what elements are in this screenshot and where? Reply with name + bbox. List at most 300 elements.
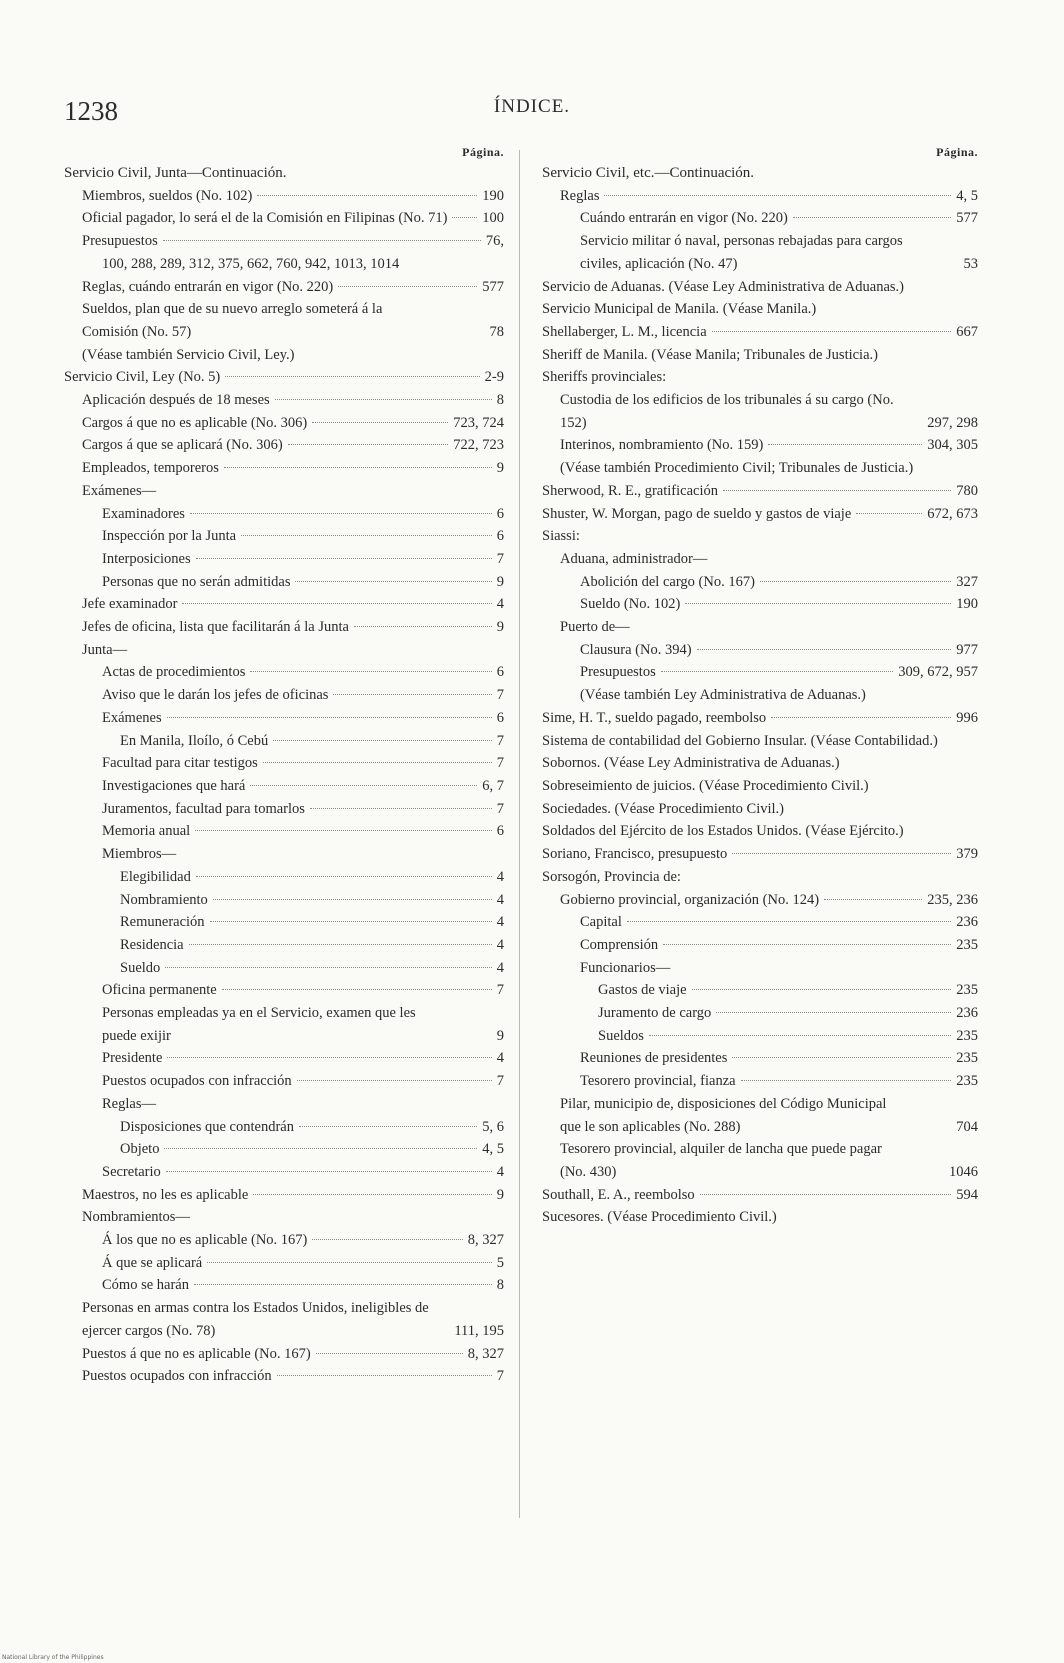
entry-text: Secretario — [102, 1163, 161, 1180]
entry-text: Actas de procedimientos — [102, 664, 246, 681]
dot-leader — [288, 444, 449, 445]
dot-leader — [241, 535, 492, 536]
index-entry — [542, 1138, 978, 1183]
entry-text: Servicio Civil, Junta—Continuación. — [64, 165, 287, 181]
entry-page: 4, 5 — [956, 187, 978, 204]
dot-leader — [712, 331, 952, 332]
entry-page: 6 — [496, 709, 504, 726]
dot-leader — [732, 1057, 951, 1058]
entry-text: Shellaberger, L. M., licencia — [542, 323, 707, 340]
entry-text: Objeto — [120, 1141, 160, 1158]
index-entry — [542, 525, 978, 548]
entry-text: Reuniones de presidentes — [580, 1050, 728, 1067]
entry-text: Servicio Municipal de Manila. (Véase Manila.) — [542, 301, 817, 318]
index-entry — [542, 775, 978, 798]
dot-leader — [692, 989, 952, 990]
dot-leader — [195, 830, 492, 831]
index-entry — [542, 843, 978, 866]
entry-text: Siassi: — [542, 528, 580, 545]
entry-text: Servicio de Aduanas. (Véase Ley Administrativa de Aduanas.) — [542, 278, 904, 295]
entry-text: Servicio Civil, etc.—Continuación. — [542, 165, 755, 181]
library-credit: National Library of the Philippines — [2, 1654, 104, 1661]
entry-page: 6 — [496, 528, 504, 545]
dot-leader — [663, 944, 951, 945]
entry-page: 7 — [496, 732, 504, 749]
entry-page: 4 — [496, 891, 504, 908]
index-entry — [64, 1002, 504, 1047]
entry-text: Jefes de oficina, lista que facilitarán á la Junta — [82, 619, 349, 636]
index-entry — [542, 889, 978, 912]
entry-page: 1046 — [949, 1163, 978, 1180]
index-entry — [542, 548, 978, 571]
index-entry — [64, 1047, 504, 1070]
entry-page: 4 — [496, 914, 504, 931]
entry-text: Sueldo — [120, 959, 161, 976]
entry-page: 9 — [496, 619, 504, 636]
dot-leader — [207, 1262, 492, 1263]
entry-text: Custodia de los edificios de los tribunales á su cargo (No. 152) — [560, 392, 894, 431]
index-entry — [542, 344, 978, 367]
index-entry — [542, 276, 978, 299]
entry-page: 6 — [496, 823, 504, 840]
dot-leader — [338, 286, 477, 287]
entry-text: Abolición del cargo (No. 167) — [580, 573, 755, 590]
dot-leader — [210, 921, 492, 922]
entry-page: 309, 672, 957 — [898, 664, 978, 681]
pagina-label: Página. — [936, 145, 978, 159]
entry-text: Miembros— — [102, 846, 177, 863]
entry-page: 327 — [956, 573, 978, 590]
entry-text: Cargos á que se aplicará (No. 306) — [82, 437, 283, 454]
index-entry — [64, 253, 504, 276]
entry-page: 704 — [956, 1118, 978, 1135]
index-entry — [542, 207, 978, 230]
entry-text: Interinos, nombramiento (No. 159) — [560, 437, 764, 454]
index-entry — [64, 389, 504, 412]
entry-text: Á los que no es aplicable (No. 167) — [102, 1232, 308, 1249]
entry-text: Sorsogón, Provincia de: — [542, 868, 681, 885]
entry-text: Jefe examinador — [82, 596, 178, 613]
entry-text: Personas en armas contra los Estados Unidos, ineligibles de ejercer cargos (No. 78) — [82, 1300, 429, 1339]
entry-text: Sherwood, R. E., gratificación — [542, 482, 718, 499]
index-entry — [542, 866, 978, 889]
dot-leader — [723, 490, 951, 491]
entry-page: 236 — [956, 1005, 978, 1022]
index-entry — [64, 843, 504, 866]
index-entry — [64, 730, 504, 753]
entry-page: 235 — [956, 982, 978, 999]
index-entry — [64, 616, 504, 639]
entry-text: Tesorero provincial, alquiler de lancha que puede pagar (No. 430) — [560, 1141, 882, 1180]
dot-leader — [604, 195, 951, 196]
dot-leader — [164, 1148, 477, 1149]
index-entry — [542, 593, 978, 616]
index-entry — [64, 979, 504, 1002]
entry-text: Sueldo (No. 102) — [580, 596, 681, 613]
dot-leader — [661, 671, 894, 672]
index-entry — [542, 298, 978, 321]
entry-page: 4 — [496, 868, 504, 885]
entry-text: Sobreseimiento de juicios. (Véase Procedimiento Civil.) — [542, 777, 869, 794]
index-entry — [64, 957, 504, 980]
entry-text: Aduana, administrador— — [560, 550, 708, 567]
index-entry — [64, 1229, 504, 1252]
entry-text: Presidente — [102, 1050, 163, 1067]
dot-leader — [685, 603, 951, 604]
index-entry — [64, 230, 504, 253]
entry-text: Gobierno provincial, organización (No. 124) — [560, 891, 820, 908]
entry-page: 78 — [489, 323, 504, 340]
dot-leader — [856, 513, 922, 514]
entry-page: 577 — [482, 278, 504, 295]
index-entry — [64, 185, 504, 208]
dot-leader — [793, 217, 951, 218]
dot-leader — [182, 603, 491, 604]
dot-leader — [277, 1375, 492, 1376]
entry-page: 5, 6 — [482, 1118, 504, 1135]
entry-text: Cargos á que no es aplicable (No. 306) — [82, 414, 308, 431]
page-title: ÍNDICE. — [493, 96, 571, 117]
entry-page: 235 — [956, 1073, 978, 1090]
dot-leader — [167, 717, 492, 718]
entry-text: Sheriffs provinciales: — [542, 369, 667, 386]
entry-page: 6, 7 — [482, 777, 504, 794]
dot-leader — [257, 195, 477, 196]
dot-leader — [627, 921, 951, 922]
page-number: 1238 — [64, 96, 118, 126]
index-entry — [64, 752, 504, 775]
index-entry — [542, 162, 978, 185]
index-entry — [64, 661, 504, 684]
entry-page: 4 — [496, 936, 504, 953]
dot-leader — [741, 1080, 952, 1081]
entry-page: 111, 195 — [454, 1322, 504, 1339]
dot-leader — [732, 853, 951, 854]
entry-text: Puerto de— — [560, 619, 630, 636]
entry-text: Reglas, cuándo entrarán en vigor (No. 220) — [82, 278, 334, 295]
entry-text: Comprensión — [580, 936, 659, 953]
entry-page: 7 — [496, 550, 504, 567]
entry-page: 2-9 — [484, 369, 504, 386]
index-entry — [542, 798, 978, 821]
column-divider — [519, 150, 520, 1518]
dot-leader — [225, 376, 479, 377]
index-entry — [64, 1297, 504, 1342]
index-entry — [64, 639, 504, 662]
entry-page: 235, 236 — [927, 891, 978, 908]
index-entry — [542, 1070, 978, 1093]
entry-page: 100 — [482, 210, 504, 227]
entry-page: 9 — [496, 573, 504, 590]
index-entry — [64, 684, 504, 707]
entry-page: 6 — [496, 505, 504, 522]
dot-leader — [771, 717, 951, 718]
entry-page: 297, 298 — [927, 414, 978, 431]
dot-leader — [163, 240, 481, 241]
dot-leader — [196, 558, 492, 559]
index-entry — [64, 889, 504, 912]
index-entry — [64, 1138, 504, 1161]
dot-leader — [222, 989, 492, 990]
index-entry — [542, 616, 978, 639]
entry-text: Exámenes — [102, 709, 162, 726]
index-entry — [542, 934, 978, 957]
index-entry — [64, 1161, 504, 1184]
entry-page: 780 — [956, 482, 978, 499]
entry-text: Examinadores — [102, 505, 185, 522]
entry-page: 236 — [956, 914, 978, 931]
index-entry — [542, 639, 978, 662]
index-entry — [64, 1343, 504, 1366]
dot-leader — [213, 899, 492, 900]
index-entry — [542, 979, 978, 1002]
entry-page: 190 — [482, 187, 504, 204]
entry-text: Reglas— — [102, 1095, 156, 1112]
entry-page: 4 — [496, 959, 504, 976]
index-entry — [64, 707, 504, 730]
index-entry — [64, 1184, 504, 1207]
index-entry — [542, 571, 978, 594]
index-entry — [542, 1206, 978, 1229]
index-entry — [542, 1047, 978, 1070]
dot-leader — [452, 217, 477, 218]
entry-text: Puestos á que no es aplicable (No. 167) — [82, 1345, 311, 1362]
index-entry — [542, 321, 978, 344]
index-entry — [64, 457, 504, 480]
index-entry — [64, 593, 504, 616]
entry-text: (Véase también Procedimiento Civil; Tribunales de Justicia.) — [560, 460, 914, 477]
index-entry — [542, 820, 978, 843]
entry-text: Servicio militar ó naval, personas rebajadas para cargos civiles, aplicación (No. 47) — [580, 233, 903, 272]
index-entry — [542, 730, 978, 753]
entry-text: Nombramientos— — [82, 1209, 190, 1226]
index-entry — [64, 207, 504, 230]
dot-leader — [299, 1126, 477, 1127]
entry-text: En Manila, Iloílo, ó Cebú — [120, 732, 269, 749]
dot-leader — [316, 1353, 463, 1354]
entry-text: Sueldos, plan que de su nuevo arreglo someterá á la Comisión (No. 57) — [82, 301, 383, 340]
entry-page: 9 — [496, 1186, 504, 1203]
index-column-right — [542, 142, 978, 1229]
index-column-left — [64, 142, 504, 1388]
entry-text: Junta— — [82, 641, 128, 658]
entry-page: 9 — [496, 460, 504, 477]
entry-text: Exámenes— — [82, 482, 157, 499]
entry-text: (Véase también Servicio Civil, Ley.) — [82, 346, 295, 363]
index-entry — [64, 571, 504, 594]
entry-text: Sistema de contabilidad del Gobierno Insular. (Véase Contabilidad.) — [542, 732, 938, 749]
dot-leader — [295, 581, 491, 582]
index-entry — [64, 1365, 504, 1388]
index-entry — [542, 707, 978, 730]
entry-text: Investigaciones que hará — [102, 777, 246, 794]
index-entry — [542, 911, 978, 934]
index-entry — [542, 366, 978, 389]
entry-text: Aplicación después de 18 meses — [82, 392, 270, 409]
index-entry — [64, 1274, 504, 1297]
index-entry — [64, 412, 504, 435]
index-entry — [64, 548, 504, 571]
entry-page: 235 — [956, 936, 978, 953]
index-entry — [64, 298, 504, 343]
entry-page: 672, 673 — [927, 505, 978, 522]
dot-leader — [166, 1171, 492, 1172]
entry-text: Sucesores. (Véase Procedimiento Civil.) — [542, 1209, 777, 1226]
index-entry — [64, 911, 504, 934]
dot-leader — [165, 967, 491, 968]
entry-text: Tesorero provincial, fianza — [580, 1073, 736, 1090]
index-entry — [542, 503, 978, 526]
entry-page: 4 — [496, 1050, 504, 1067]
dot-leader — [273, 740, 492, 741]
entry-text: Elegibilidad — [120, 868, 191, 885]
index-entry — [64, 1070, 504, 1093]
index-entry — [542, 185, 978, 208]
entry-page: 996 — [956, 709, 978, 726]
entry-text: Nombramiento — [120, 891, 208, 908]
dot-leader — [190, 513, 492, 514]
dot-leader — [716, 1012, 951, 1013]
index-entry — [64, 866, 504, 889]
index-entry — [542, 434, 978, 457]
entry-page: 7 — [496, 1073, 504, 1090]
entry-text: Cuándo entrarán en vigor (No. 220) — [580, 210, 788, 227]
dot-leader — [194, 1284, 492, 1285]
dot-leader — [310, 808, 492, 809]
entry-text: (Véase también Ley Administrativa de Aduanas.) — [580, 687, 866, 704]
entry-text: Sueldos — [598, 1027, 644, 1044]
entry-text: Remuneración — [120, 914, 205, 931]
entry-text: 100, 288, 289, 312, 375, 662, 760, 942, 1013, 1014 — [102, 255, 400, 272]
entry-page: 8 — [496, 1277, 504, 1294]
entry-text: Soriano, Francisco, presupuesto — [542, 846, 728, 863]
index-entry — [542, 1002, 978, 1025]
dot-leader — [768, 444, 922, 445]
entry-list — [64, 162, 504, 1388]
entry-text: Clausura (No. 394) — [580, 641, 692, 658]
index-entry — [64, 1252, 504, 1275]
entry-text: Maestros, no les es aplicable — [82, 1186, 249, 1203]
entry-text: Disposiciones que contendrán — [120, 1118, 294, 1135]
entry-list — [542, 162, 978, 1229]
index-entry — [542, 389, 978, 434]
index-entry — [64, 934, 504, 957]
entry-text: Personas que no serán admitidas — [102, 573, 291, 590]
dot-leader — [297, 1080, 492, 1081]
entry-text: Aviso que le darán los jefes de oficinas — [102, 687, 329, 704]
entry-text: Oficial pagador, lo será el de la Comisión en Filipinas (No. 71) — [82, 210, 448, 227]
entry-text: Juramento de cargo — [598, 1005, 712, 1022]
index-entry — [64, 162, 504, 185]
entry-text: Inspección por la Junta — [102, 528, 237, 545]
dot-leader — [224, 467, 492, 468]
entry-page: 304, 305 — [927, 437, 978, 454]
entry-page: 667 — [956, 323, 978, 340]
index-entry — [64, 525, 504, 548]
entry-text: Interposiciones — [102, 550, 191, 567]
entry-text: Empleados, temporeros — [82, 460, 219, 477]
entry-text: Cómo se harán — [102, 1277, 189, 1294]
index-entry — [542, 1093, 978, 1138]
entry-page: 8 — [496, 392, 504, 409]
entry-text: Puestos ocupados con infracción — [102, 1073, 292, 1090]
dot-leader — [189, 944, 492, 945]
entry-page: 594 — [956, 1186, 978, 1203]
entry-page: 379 — [956, 846, 978, 863]
entry-page: 7 — [496, 1368, 504, 1385]
entry-page: 5 — [496, 1254, 504, 1271]
pagina-label: Página. — [462, 145, 504, 159]
entry-page: 53 — [963, 255, 978, 272]
entry-text: Capital — [580, 914, 622, 931]
index-entry — [542, 1184, 978, 1207]
entry-page: 6 — [496, 664, 504, 681]
entry-page: 7 — [496, 755, 504, 772]
entry-text: Sobornos. (Véase Ley Administrativa de Aduanas.) — [542, 755, 840, 772]
entry-page: 7 — [496, 687, 504, 704]
index-entry — [542, 752, 978, 775]
entry-page: 4 — [496, 1163, 504, 1180]
entry-text: Presupuestos — [82, 233, 158, 250]
entry-page: 577 — [956, 210, 978, 227]
entry-page: 4, 5 — [482, 1141, 504, 1158]
dot-leader — [196, 876, 492, 877]
entry-text: Puestos ocupados con infracción — [82, 1368, 272, 1385]
entry-text: Servicio Civil, Ley (No. 5) — [64, 369, 221, 386]
entry-text: Residencia — [120, 936, 184, 953]
entry-page: 235 — [956, 1050, 978, 1067]
entry-text: Personas empleadas ya en el Servicio, examen que les puede exijir — [102, 1005, 416, 1044]
entry-page: 4 — [496, 596, 504, 613]
index-entry — [64, 480, 504, 503]
entry-text: Soldados del Ejército de los Estados Unidos. (Véase Ejército.) — [542, 823, 904, 840]
dot-leader — [275, 399, 492, 400]
dot-leader — [312, 1239, 462, 1240]
index-entry — [542, 684, 978, 707]
index-entry — [542, 457, 978, 480]
index-entry — [64, 503, 504, 526]
index-entry — [64, 366, 504, 389]
dot-leader — [312, 422, 448, 423]
entry-text: Southall, E. A., reembolso — [542, 1186, 695, 1203]
index-entry — [542, 661, 978, 684]
entry-text: Memoria anual — [102, 823, 191, 840]
index-entry — [64, 798, 504, 821]
entry-text: Oficina permanente — [102, 982, 217, 999]
entry-text: Presupuestos — [580, 664, 656, 681]
entry-text: Juramentos, facultad para tomarlos — [102, 800, 305, 817]
entry-page: 723, 724 — [453, 414, 504, 431]
index-entry — [542, 480, 978, 503]
entry-page: 8, 327 — [467, 1232, 504, 1249]
entry-text: Sociedades. (Véase Procedimiento Civil.) — [542, 800, 785, 817]
entry-page: 9 — [496, 1027, 504, 1044]
dot-leader — [700, 1194, 952, 1195]
index-entry — [542, 1025, 978, 1048]
entry-text: Reglas — [560, 187, 600, 204]
entry-text: Facultad para citar testigos — [102, 755, 258, 772]
entry-text: Gastos de viaje — [598, 982, 687, 999]
dot-leader — [760, 581, 951, 582]
entry-page: 722, 723 — [453, 437, 504, 454]
dot-leader — [333, 694, 491, 695]
entry-page: 235 — [956, 1027, 978, 1044]
index-entry — [64, 1206, 504, 1229]
entry-page: 7 — [496, 800, 504, 817]
index-entry — [64, 434, 504, 457]
entry-page: 76, — [485, 233, 504, 250]
index-entry — [64, 1093, 504, 1116]
